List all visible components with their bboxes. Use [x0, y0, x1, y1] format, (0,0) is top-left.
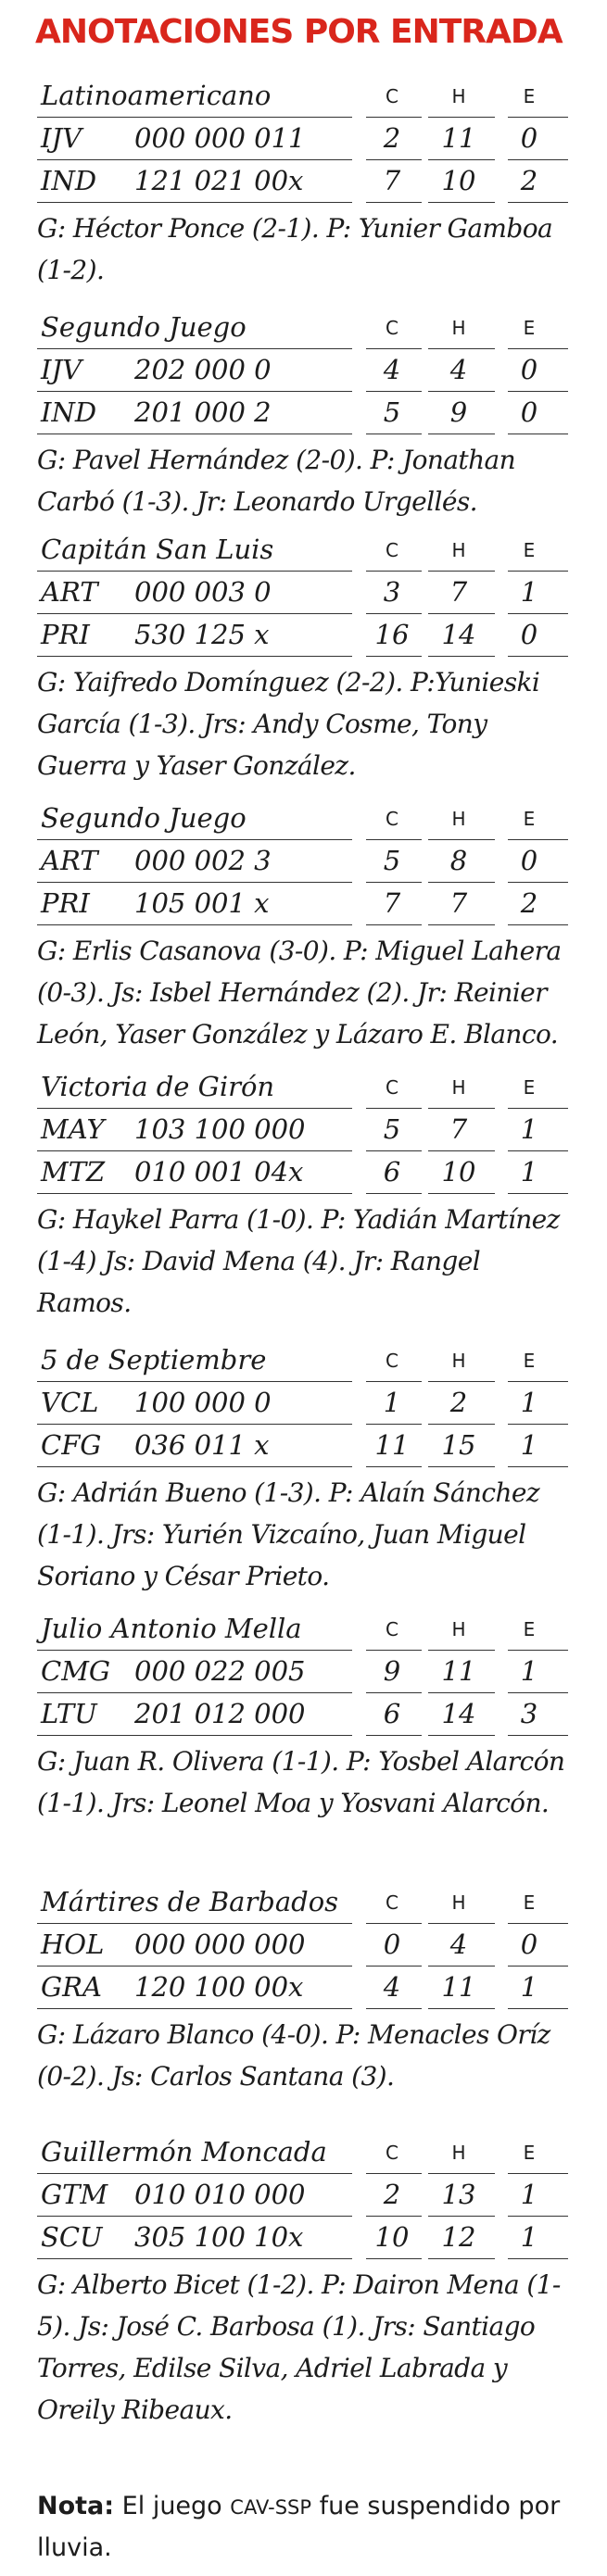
row-rule-main	[37, 1193, 352, 1194]
team-innings: 010 010 000	[134, 2179, 306, 2210]
game-header-row	[37, 306, 565, 348]
team-innings: 000 000 000	[134, 1929, 306, 1960]
venue-name: Victoria de Girón	[41, 1071, 275, 1102]
row-rule-c	[366, 2008, 422, 2009]
row-rule-e	[508, 656, 568, 657]
game-header-row	[37, 74, 565, 117]
row-rule-h	[428, 1735, 495, 1736]
venue-name: Mártires de Barbados	[41, 1886, 339, 1917]
team-row	[37, 839, 565, 882]
team-errors: 1	[520, 1113, 538, 1145]
team-runs: 10	[374, 2221, 410, 2253]
column-header-c: C	[386, 1891, 398, 1914]
team-innings: 036 011 x	[134, 1429, 270, 1461]
team-hits: 11	[441, 1971, 476, 2003]
team-runs: 6	[383, 1698, 401, 1729]
team-hits: 10	[441, 1156, 476, 1187]
game-header-row	[37, 1880, 565, 1923]
team-hits: 13	[441, 2179, 476, 2210]
column-header-h: H	[451, 808, 466, 830]
row-rule-c	[366, 2258, 422, 2259]
team-innings: 000 000 011	[134, 122, 306, 154]
column-header-c: C	[386, 1350, 398, 1372]
team-errors: 1	[520, 1156, 538, 1187]
team-code: GRA	[41, 1971, 102, 2003]
team-runs: 5	[383, 1113, 401, 1145]
row-rule-c	[366, 924, 422, 925]
team-runs: 9	[383, 1655, 401, 1687]
team-hits: 2	[449, 1387, 468, 1418]
team-code: IJV	[41, 122, 82, 154]
column-header-e: E	[523, 539, 536, 561]
game-header-row	[37, 1607, 565, 1650]
team-runs: 5	[383, 845, 401, 876]
team-runs: 2	[383, 2179, 401, 2210]
team-runs: 4	[383, 1971, 401, 2003]
row-rule-main	[37, 202, 352, 203]
team-row	[37, 159, 565, 202]
pitching-note: G: Juan R. Olivera (1-1). P: Yosbel Alarcón (1-1). Jrs: Leonel Moa y Yosvani Alarcón.	[37, 1746, 565, 1818]
team-hits: 8	[449, 845, 468, 876]
team-hits: 9	[449, 396, 468, 428]
team-row	[37, 1381, 565, 1424]
team-code: PRI	[41, 887, 90, 919]
row-rule-e	[508, 2258, 568, 2259]
team-code: IJV	[41, 354, 82, 385]
row-rule-main	[37, 656, 352, 657]
column-header-c: C	[386, 539, 398, 561]
team-innings: 305 100 10x	[134, 2221, 304, 2253]
row-rule-c	[366, 1466, 422, 1467]
team-hits: 4	[449, 1929, 468, 1960]
team-errors: 0	[520, 396, 538, 428]
team-code: PRI	[41, 619, 90, 650]
column-header-h: H	[451, 1076, 466, 1099]
row-rule-e	[508, 924, 568, 925]
team-errors: 2	[520, 165, 538, 196]
team-innings: 202 000 0	[134, 354, 272, 385]
team-runs: 7	[383, 165, 401, 196]
pitching-note: G: Yaifredo Domínguez (2-2). P:Yunieski García (1-3). Jrs: Andy Cosme, Tony Guerra y Yaser González.	[37, 667, 540, 781]
team-row	[37, 1650, 565, 1692]
team-hits: 14	[441, 619, 476, 650]
row-rule-h	[428, 2008, 495, 2009]
column-header-c: C	[386, 808, 398, 830]
column-header-c: C	[386, 1076, 398, 1099]
pitching-note: G: Adrián Bueno (1-3). P: Alaín Sánchez (1-1). Jrs: Yurién Vizcaíno, Juan Miguel Soriano y César Prieto.	[37, 1477, 540, 1591]
team-code: LTU	[41, 1698, 97, 1729]
venue-name: 5 de Septiembre	[41, 1344, 267, 1376]
team-errors: 3	[520, 1698, 538, 1729]
team-errors: 1	[520, 1971, 538, 2003]
team-innings: 000 002 3	[134, 845, 272, 876]
team-row	[37, 2216, 565, 2258]
team-errors: 0	[520, 619, 538, 650]
game-header-row	[37, 528, 565, 571]
column-header-h: H	[451, 2142, 466, 2164]
venue-name: Julio Antonio Mella	[41, 1613, 302, 1644]
team-row	[37, 1424, 565, 1466]
team-row	[37, 2173, 565, 2216]
column-header-h: H	[451, 1891, 466, 1914]
row-rule-h	[428, 1466, 495, 1467]
team-code: SCU	[41, 2221, 103, 2253]
row-rule-e	[508, 202, 568, 203]
column-header-c: C	[386, 85, 398, 107]
team-code: VCL	[41, 1387, 99, 1418]
footnote	[37, 2486, 570, 2568]
column-header-h: H	[451, 1350, 466, 1372]
row-rule-h	[428, 1193, 495, 1194]
team-hits: 10	[441, 165, 476, 196]
team-innings: 000 022 005	[134, 1655, 306, 1687]
venue-name: Segundo Juego	[41, 311, 247, 343]
team-hits: 4	[449, 354, 468, 385]
team-runs: 7	[383, 887, 401, 919]
game-header-row	[37, 1338, 565, 1381]
team-hits: 14	[441, 1698, 476, 1729]
team-innings: 000 003 0	[134, 576, 272, 608]
page-title: ANOTACIONES POR ENTRADA	[35, 13, 563, 51]
pitching-note: G: Erlis Casanova (3-0). P: Miguel Lahera (0-3). Js: Isbel Hernández (2). Jr: Reinier León, Yaser González y Lázaro E. Blanco.	[37, 936, 562, 1049]
team-runs: 11	[374, 1429, 410, 1461]
team-code: MTZ	[41, 1156, 106, 1187]
column-header-e: E	[523, 317, 536, 339]
pitching-note: G: Héctor Ponce (2-1). P: Yunier Gamboa (1-2).	[37, 213, 553, 285]
team-innings: 121 021 00x	[134, 165, 304, 196]
team-row	[37, 882, 565, 924]
team-errors: 1	[520, 1387, 538, 1418]
team-runs: 6	[383, 1156, 401, 1187]
column-header-c: C	[386, 1618, 398, 1640]
team-innings: 010 001 04x	[134, 1156, 304, 1187]
pitching-note: G: Pavel Hernández (2-0). P: Jonathan Carbó (1-3). Jr: Leonardo Urgellés.	[37, 445, 516, 517]
column-header-e: E	[523, 808, 536, 830]
team-innings: 120 100 00x	[134, 1971, 304, 2003]
game-header-row	[37, 1065, 565, 1108]
row-rule-c	[366, 1735, 422, 1736]
team-row	[37, 391, 565, 434]
team-innings: 100 000 0	[134, 1387, 272, 1418]
column-header-h: H	[451, 317, 466, 339]
row-rule-h	[428, 656, 495, 657]
team-hits: 7	[449, 576, 468, 608]
team-errors: 0	[520, 354, 538, 385]
pitching-note: G: Lázaro Blanco (4-0). P: Menacles Oríz (0-2). Js: Carlos Santana (3).	[37, 2019, 550, 2092]
team-row	[37, 571, 565, 613]
team-code: CMG	[41, 1655, 111, 1687]
venue-name: Guillermón Moncada	[41, 2136, 327, 2168]
team-errors: 1	[520, 2179, 538, 2210]
row-rule-e	[508, 1193, 568, 1194]
pitching-note: G: Alberto Bicet (1-2). P: Dairon Mena (1-5). Js: José C. Barbosa (1). Jrs: Santiago Torres, Edilse Silva, Adriel Labrada y Oreily Ribeaux.	[37, 2269, 561, 2425]
team-runs: 2	[383, 122, 401, 154]
venue-name: Latinoamericano	[41, 80, 272, 111]
venue-name: Capitán San Luis	[41, 534, 274, 565]
team-errors: 2	[520, 887, 538, 919]
team-row	[37, 1692, 565, 1735]
team-code: IND	[41, 396, 97, 428]
team-runs: 3	[383, 576, 401, 608]
team-runs: 5	[383, 396, 401, 428]
team-code: MAY	[41, 1113, 105, 1145]
row-rule-e	[508, 1466, 568, 1467]
team-row	[37, 117, 565, 159]
column-header-e: E	[523, 1076, 536, 1099]
team-code: GTM	[41, 2179, 108, 2210]
team-code: ART	[41, 845, 98, 876]
team-hits: 11	[441, 1655, 476, 1687]
venue-name: Segundo Juego	[41, 802, 247, 834]
row-rule-main	[37, 2258, 352, 2259]
row-rule-main	[37, 1735, 352, 1736]
team-errors: 1	[520, 1429, 538, 1461]
row-rule-h	[428, 924, 495, 925]
row-rule-main	[37, 924, 352, 925]
column-header-e: E	[523, 1891, 536, 1914]
column-header-c: C	[386, 2142, 398, 2164]
column-header-e: E	[523, 1350, 536, 1372]
row-rule-c	[366, 656, 422, 657]
team-runs: 0	[383, 1929, 401, 1960]
column-header-h: H	[451, 85, 466, 107]
row-rule-e	[508, 1735, 568, 1736]
footnote-pre: El juego	[121, 2492, 222, 2520]
team-row	[37, 1108, 565, 1150]
team-errors: 0	[520, 1929, 538, 1960]
footnote-label: Nota:	[37, 2492, 115, 2520]
team-row	[37, 348, 565, 391]
row-rule-h	[428, 202, 495, 203]
footnote-code: CAV-SSP	[230, 2496, 312, 2519]
team-errors: 1	[520, 576, 538, 608]
column-header-e: E	[523, 85, 536, 107]
team-innings: 105 001 x	[134, 887, 270, 919]
team-innings: 201 000 2	[134, 396, 272, 428]
team-row	[37, 1150, 565, 1193]
team-hits: 12	[441, 2221, 476, 2253]
team-runs: 4	[383, 354, 401, 385]
team-row	[37, 613, 565, 656]
footnote-post: fue suspendido por lluvia.	[37, 2492, 561, 2562]
pitching-note: G: Haykel Parra (1-0). P: Yadián Martínez (1-4) Js: David Mena (4). Jr: Rangel Ramos.	[37, 1204, 560, 1318]
row-rule-h	[428, 2258, 495, 2259]
column-header-e: E	[523, 2142, 536, 2164]
team-code: ART	[41, 576, 98, 608]
team-hits: 15	[441, 1429, 476, 1461]
game-header-row	[37, 797, 565, 839]
column-header-e: E	[523, 1618, 536, 1640]
row-rule-c	[366, 202, 422, 203]
team-code: HOL	[41, 1929, 105, 1960]
row-rule-main	[37, 2008, 352, 2009]
team-innings: 103 100 000	[134, 1113, 306, 1145]
team-errors: 1	[520, 2221, 538, 2253]
team-innings: 530 125 x	[134, 619, 270, 650]
team-errors: 1	[520, 1655, 538, 1687]
column-header-c: C	[386, 317, 398, 339]
team-runs: 1	[383, 1387, 401, 1418]
column-header-h: H	[451, 539, 466, 561]
row-rule-c	[366, 1193, 422, 1194]
team-row	[37, 1966, 565, 2008]
row-rule-e	[508, 2008, 568, 2009]
game-header-row	[37, 2130, 565, 2173]
team-errors: 0	[520, 845, 538, 876]
team-code: IND	[41, 165, 97, 196]
team-errors: 0	[520, 122, 538, 154]
team-hits: 7	[449, 887, 468, 919]
team-hits: 7	[449, 1113, 468, 1145]
row-rule-main	[37, 1466, 352, 1467]
team-innings: 201 012 000	[134, 1698, 306, 1729]
team-runs: 16	[374, 619, 410, 650]
team-hits: 11	[441, 122, 476, 154]
team-code: CFG	[41, 1429, 102, 1461]
team-row	[37, 1923, 565, 1966]
column-header-h: H	[451, 1618, 466, 1640]
